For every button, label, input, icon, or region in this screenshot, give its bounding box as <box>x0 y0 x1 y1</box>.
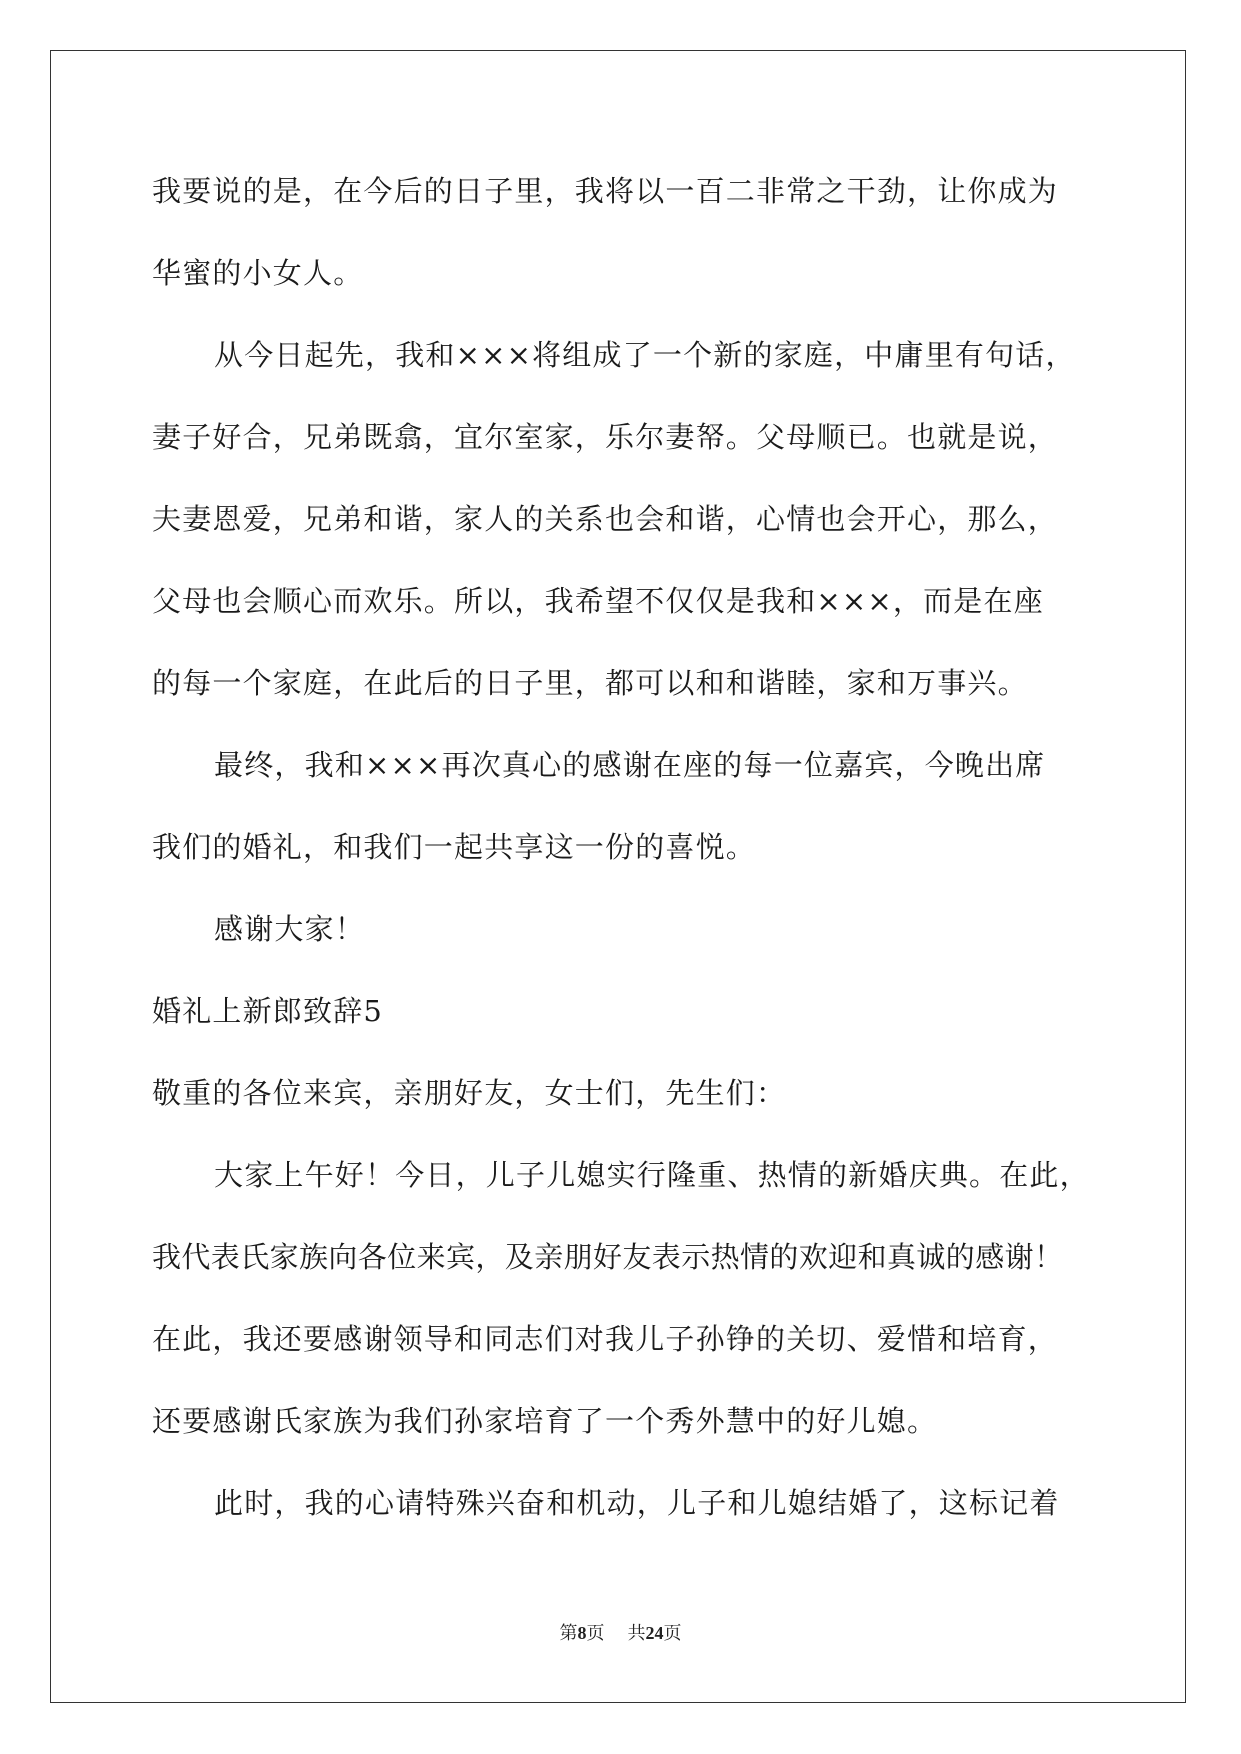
text-line: 我们的婚礼，和我们一起共享这一份的喜悦。 <box>152 830 757 864</box>
page-footer <box>0 1619 1241 1645</box>
text-line: 我要说的是，在今后的日子里，我将以一百二非常之干劲，让你成为 <box>152 174 1059 208</box>
text-line: 大家上午好！今日，儿子儿媳实行隆重、热情的新婚庆典。在此， <box>214 1158 1090 1192</box>
section-heading: 婚礼上新郎致辞5 <box>152 994 384 1028</box>
text-line: 我代表氏家族向各位来宾，及亲朋好友表示热情的欢迎和真诚的感谢！ <box>152 1240 1064 1274</box>
text-line: 的每一个家庭，在此后的日子里，都可以和和谐睦，家和万事兴。 <box>152 666 1028 700</box>
page-number: 8 <box>577 1623 587 1643</box>
page-suffix: 页 <box>586 1623 605 1644</box>
text-line: 最终，我和×××再次真心的感谢在座的每一位嘉宾，今晚出席 <box>214 748 1046 782</box>
text-line: 从今日起先，我和×××将组成了一个新的家庭，中庸里有句话， <box>214 338 1076 372</box>
total-pages: 24 <box>645 1623 664 1643</box>
text-line: 此时，我的心请特殊兴奋和机动，儿子和儿媳结婚了，这标记着 <box>214 1486 1060 1520</box>
document-body <box>152 160 1092 1554</box>
text-line: 还要感谢氏家族为我们孙家培育了一个秀外慧中的好儿媳。 <box>152 1404 938 1438</box>
total-suffix: 页 <box>663 1623 682 1644</box>
page-prefix: 第 <box>559 1623 578 1644</box>
text-line: 在此，我还要感谢领导和同志们对我儿子孙铮的关切、爱惜和培育， <box>152 1322 1059 1356</box>
text-line: 父母也会顺心而欢乐。所以，我希望不仅仅是我和×××，而是在座 <box>152 584 1044 618</box>
text-line: 感谢大家！ <box>214 912 366 946</box>
text-line: 妻子好合，兄弟既翕，宜尔室家，乐尔妻帑。父母顺已。也就是说， <box>152 420 1059 454</box>
text-line: 夫妻恩爱，兄弟和谐，家人的关系也会和谐，心情也会开心，那么， <box>152 502 1059 536</box>
text-line: 华蜜的小女人。 <box>152 256 364 290</box>
salutation-line: 敬重的各位来宾，亲朋好友，女士们，先生们： <box>152 1076 787 1110</box>
total-prefix: 共 <box>627 1623 646 1644</box>
